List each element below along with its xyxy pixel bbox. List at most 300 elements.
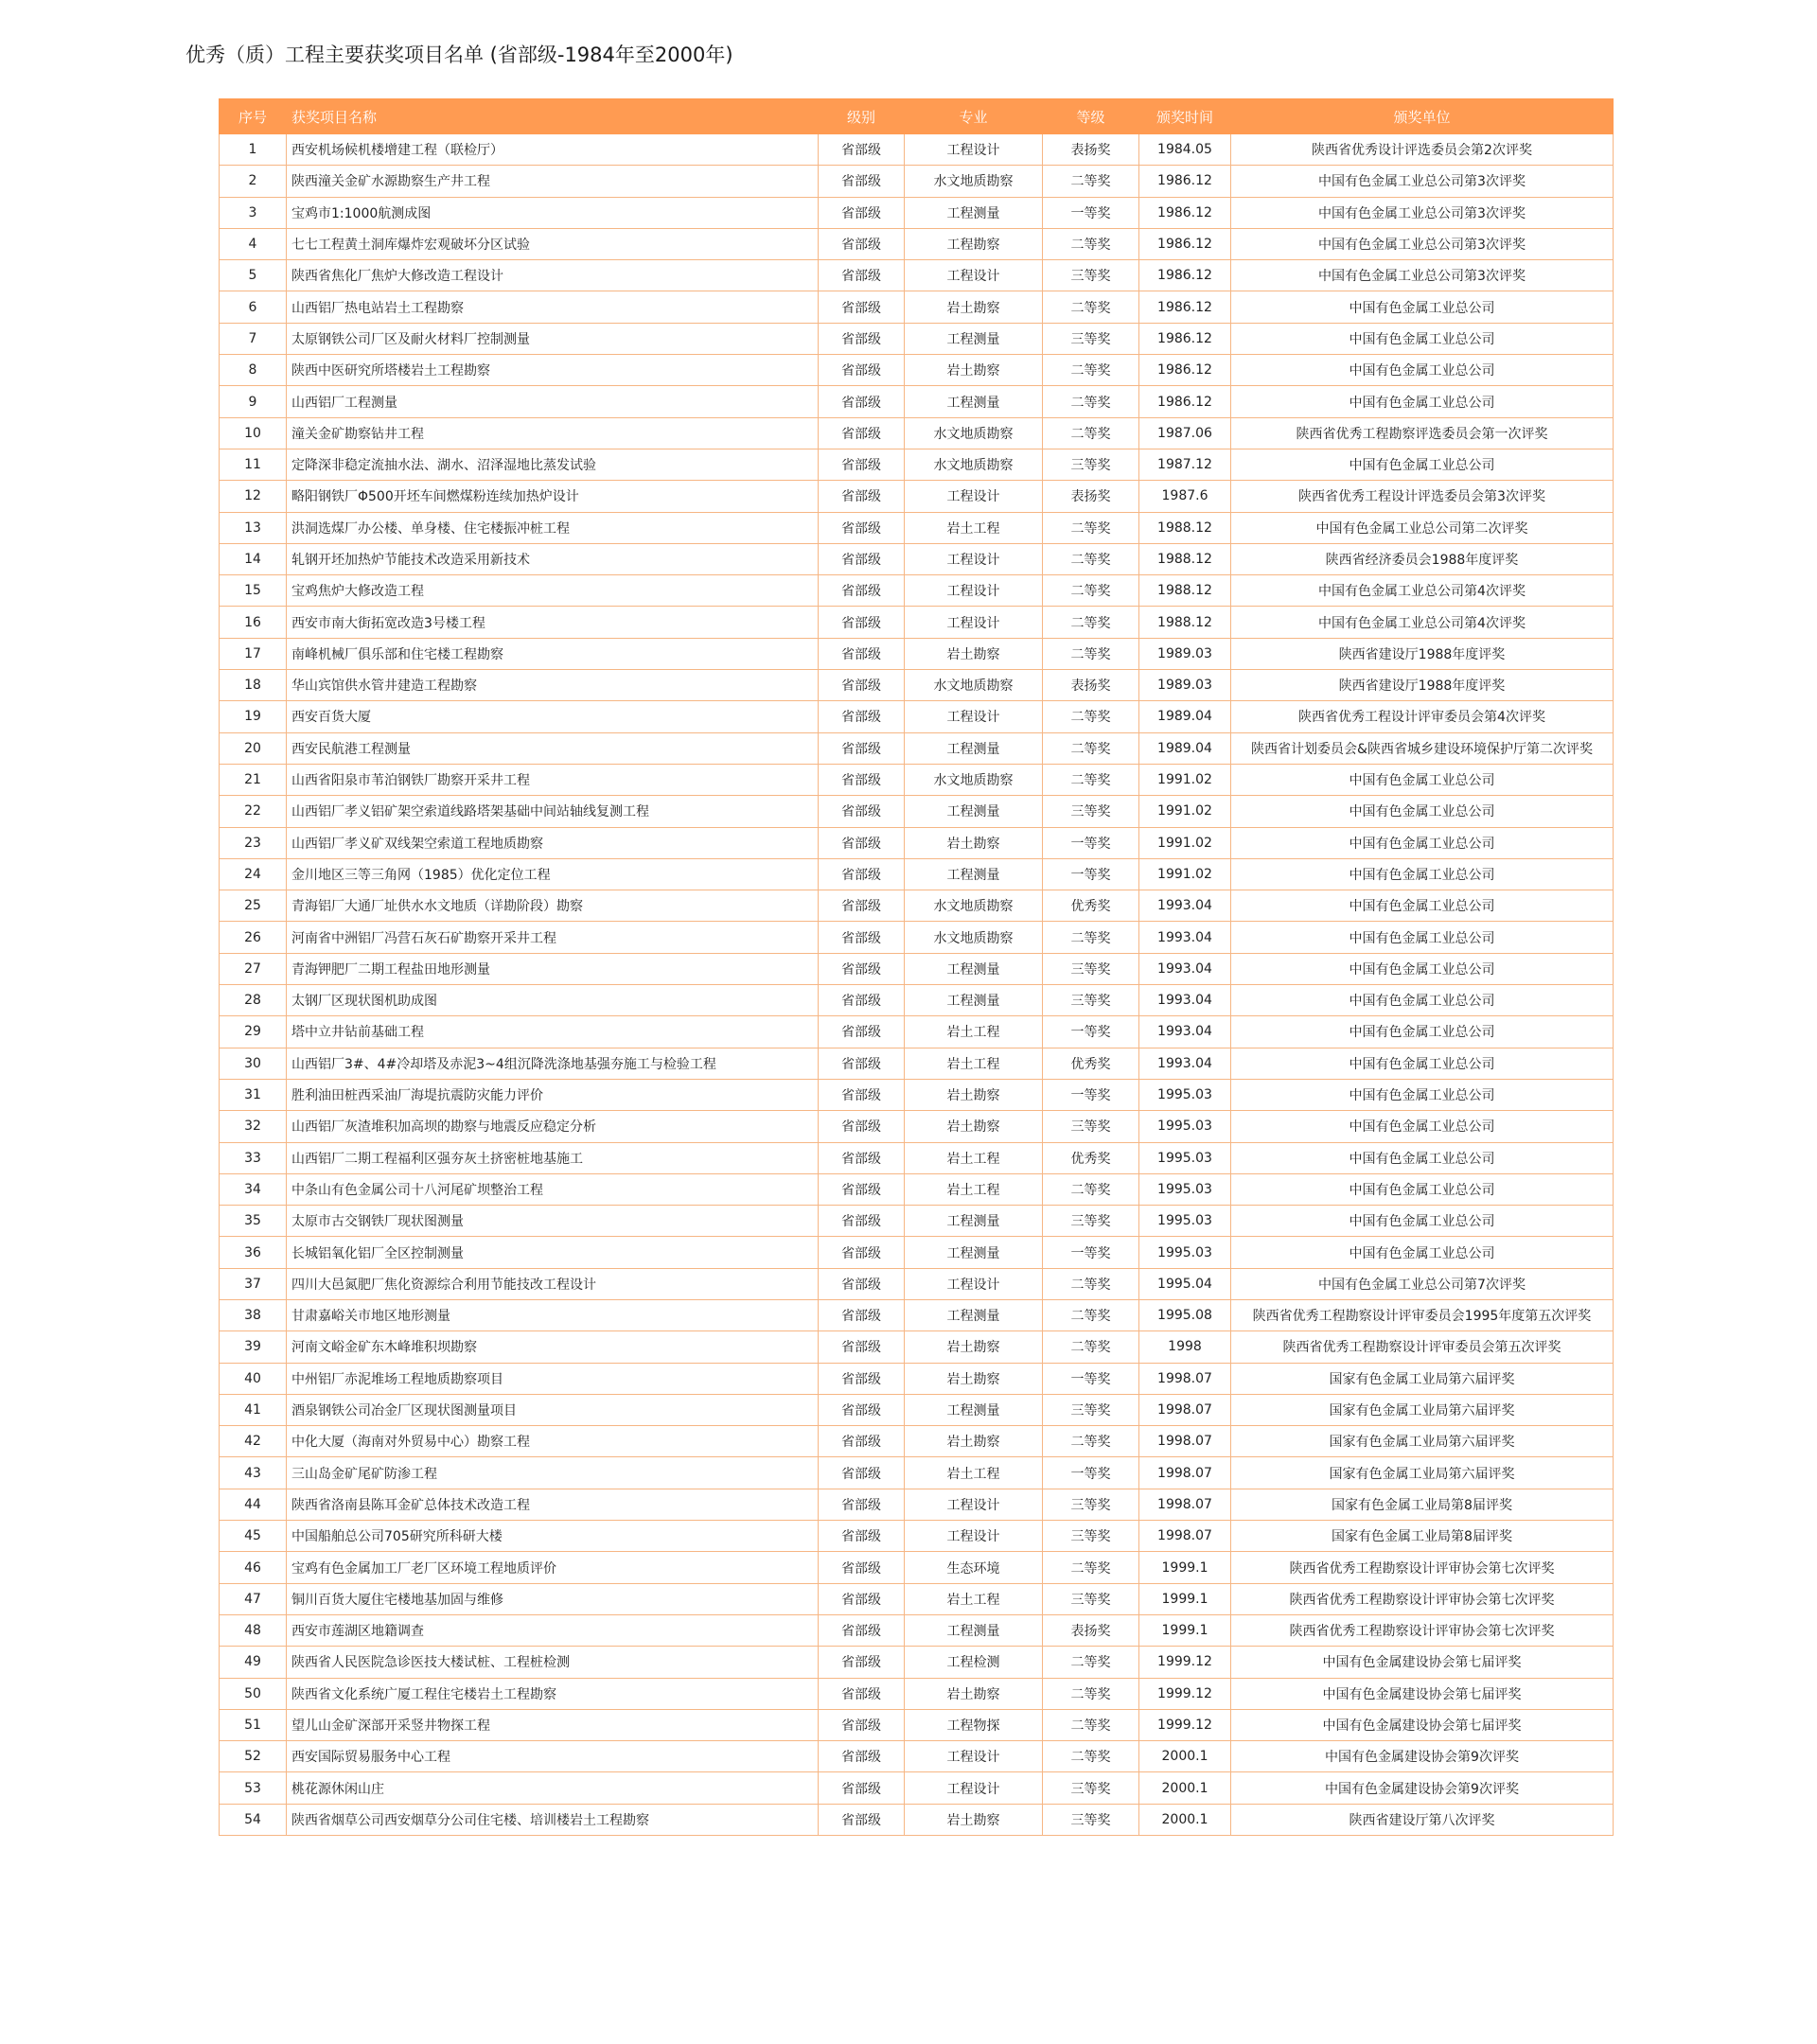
cell-level: 省部级 (819, 1552, 905, 1583)
cell-level: 省部级 (819, 260, 905, 291)
table-row (220, 1394, 1614, 1425)
cell-issuer: 陕西省建设厅1988年度评奖 (1231, 670, 1614, 701)
table-row (220, 1142, 1614, 1173)
cell-project-name: 金川地区三等三角网（1985）优化定位工程 (287, 858, 819, 890)
cell-issuer: 中国有色金属工业总公司 (1231, 796, 1614, 827)
column-header-index: 序号 (220, 99, 287, 134)
cell-award-date: 1993.04 (1139, 890, 1231, 922)
cell-index: 5 (220, 260, 287, 291)
cell-issuer: 国家有色金属工业局第8届评奖 (1231, 1521, 1614, 1552)
cell-index: 16 (220, 607, 287, 638)
cell-award-date: 2000.1 (1139, 1741, 1231, 1772)
table-row (220, 386, 1614, 417)
cell-specialty: 岩土勘察 (905, 291, 1043, 323)
cell-issuer: 中国有色金属工业总公司第3次评奖 (1231, 260, 1614, 291)
cell-grade: 一等奖 (1043, 1079, 1139, 1110)
cell-project-name: 陕西省烟草公司西安烟草分公司住宅楼、培训楼岩土工程勘察 (287, 1804, 819, 1835)
cell-specialty: 工程设计 (905, 1741, 1043, 1772)
table-row (220, 291, 1614, 323)
cell-level: 省部级 (819, 953, 905, 984)
cell-grade: 二等奖 (1043, 1331, 1139, 1363)
cell-index: 31 (220, 1079, 287, 1110)
cell-project-name: 宝鸡有色金属加工厂老厂区环境工程地质评价 (287, 1552, 819, 1583)
table-row (220, 1678, 1614, 1709)
page-title: 优秀（质）工程主要获奖项目名单 (省部级-1984年至2000年) (185, 44, 733, 66)
cell-index: 8 (220, 355, 287, 386)
cell-issuer: 陕西省经济委员会1988年度评奖 (1231, 543, 1614, 574)
table-row (220, 1016, 1614, 1048)
cell-issuer: 陕西省优秀设计评选委员会第2次评奖 (1231, 134, 1614, 166)
cell-specialty: 岩土勘察 (905, 1111, 1043, 1142)
cell-grade: 三等奖 (1043, 1772, 1139, 1804)
cell-grade: 二等奖 (1043, 512, 1139, 543)
cell-specialty: 岩土勘察 (905, 355, 1043, 386)
table-row (220, 1741, 1614, 1772)
cell-level: 省部级 (819, 575, 905, 607)
cell-grade: 三等奖 (1043, 323, 1139, 354)
cell-project-name: 西安市莲湖区地籍调查 (287, 1614, 819, 1646)
table-row (220, 890, 1614, 922)
cell-specialty: 工程测量 (905, 1394, 1043, 1425)
cell-level: 省部级 (819, 197, 905, 228)
cell-index: 54 (220, 1804, 287, 1835)
cell-issuer: 中国有色金属工业总公司 (1231, 449, 1614, 480)
cell-award-date: 1991.02 (1139, 764, 1231, 795)
cell-specialty: 岩土工程 (905, 1142, 1043, 1173)
table-row (220, 764, 1614, 795)
cell-index: 29 (220, 1016, 287, 1048)
cell-specialty: 工程设计 (905, 260, 1043, 291)
cell-index: 9 (220, 386, 287, 417)
cell-award-date: 1999.1 (1139, 1614, 1231, 1646)
cell-specialty: 工程测量 (905, 1206, 1043, 1237)
cell-specialty: 岩土工程 (905, 1173, 1043, 1205)
cell-award-date: 1995.04 (1139, 1268, 1231, 1299)
cell-issuer: 陕西省建设厅第八次评奖 (1231, 1804, 1614, 1835)
cell-level: 省部级 (819, 228, 905, 259)
column-header-grade: 等级 (1043, 99, 1139, 134)
cell-grade: 二等奖 (1043, 1268, 1139, 1299)
table-row (220, 1709, 1614, 1740)
cell-award-date: 1986.12 (1139, 166, 1231, 197)
cell-award-date: 1987.12 (1139, 449, 1231, 480)
cell-project-name: 中条山有色金属公司十八河尾矿坝整治工程 (287, 1173, 819, 1205)
table-row (220, 575, 1614, 607)
cell-specialty: 工程测量 (905, 953, 1043, 984)
cell-index: 28 (220, 985, 287, 1016)
cell-specialty: 水文地质勘察 (905, 449, 1043, 480)
cell-grade: 三等奖 (1043, 985, 1139, 1016)
cell-award-date: 1998.07 (1139, 1489, 1231, 1520)
cell-project-name: 西安民航港工程测量 (287, 732, 819, 764)
cell-level: 省部级 (819, 638, 905, 669)
cell-issuer: 中国有色金属工业总公司第7次评奖 (1231, 1268, 1614, 1299)
table-row (220, 355, 1614, 386)
cell-issuer: 陕西省优秀工程勘察设计评审协会第七次评奖 (1231, 1614, 1614, 1646)
cell-grade: 二等奖 (1043, 228, 1139, 259)
cell-index: 51 (220, 1709, 287, 1740)
cell-project-name: 甘肃嘉峪关市地区地形测量 (287, 1299, 819, 1330)
cell-award-date: 1998.07 (1139, 1457, 1231, 1489)
cell-specialty: 岩土工程 (905, 1457, 1043, 1489)
cell-specialty: 岩土勘察 (905, 1804, 1043, 1835)
table-row (220, 670, 1614, 701)
cell-grade: 一等奖 (1043, 197, 1139, 228)
cell-award-date: 1986.12 (1139, 197, 1231, 228)
cell-award-date: 1991.02 (1139, 796, 1231, 827)
cell-index: 11 (220, 449, 287, 480)
cell-grade: 一等奖 (1043, 1237, 1139, 1268)
cell-issuer: 国家有色金属工业局第六届评奖 (1231, 1426, 1614, 1457)
table-row (220, 1772, 1614, 1804)
cell-specialty: 工程设计 (905, 134, 1043, 166)
cell-award-date: 1987.06 (1139, 417, 1231, 449)
cell-award-date: 2000.1 (1139, 1772, 1231, 1804)
cell-specialty: 工程测量 (905, 1614, 1043, 1646)
cell-award-date: 1984.05 (1139, 134, 1231, 166)
cell-grade: 二等奖 (1043, 1709, 1139, 1740)
cell-level: 省部级 (819, 1772, 905, 1804)
cell-project-name: 河南省中洲铝厂冯营石灰石矿勘察开采井工程 (287, 922, 819, 953)
table-row (220, 1048, 1614, 1079)
cell-grade: 二等奖 (1043, 1299, 1139, 1330)
cell-project-name: 七七工程黄土洞库爆炸宏观破坏分区试验 (287, 228, 819, 259)
cell-index: 44 (220, 1489, 287, 1520)
cell-issuer: 中国有色金属工业总公司 (1231, 291, 1614, 323)
cell-award-date: 1986.12 (1139, 228, 1231, 259)
cell-project-name: 西安百货大厦 (287, 701, 819, 732)
cell-index: 30 (220, 1048, 287, 1079)
cell-grade: 三等奖 (1043, 1489, 1139, 1520)
cell-level: 省部级 (819, 1678, 905, 1709)
cell-grade: 二等奖 (1043, 1678, 1139, 1709)
cell-issuer: 中国有色金属工业总公司第4次评奖 (1231, 575, 1614, 607)
cell-grade: 一等奖 (1043, 1016, 1139, 1048)
cell-index: 2 (220, 166, 287, 197)
table-row (220, 732, 1614, 764)
cell-grade: 优秀奖 (1043, 890, 1139, 922)
cell-project-name: 山西铝厂热电站岩土工程勘察 (287, 291, 819, 323)
cell-specialty: 工程设计 (905, 701, 1043, 732)
cell-award-date: 1999.1 (1139, 1552, 1231, 1583)
cell-issuer: 中国有色金属工业总公司第3次评奖 (1231, 228, 1614, 259)
cell-level: 省部级 (819, 1457, 905, 1489)
cell-award-date: 1986.12 (1139, 386, 1231, 417)
cell-index: 43 (220, 1457, 287, 1489)
cell-issuer: 中国有色金属工业总公司 (1231, 1048, 1614, 1079)
cell-level: 省部级 (819, 890, 905, 922)
cell-issuer: 中国有色金属工业总公司 (1231, 1142, 1614, 1173)
cell-project-name: 三山岛金矿尾矿防渗工程 (287, 1457, 819, 1489)
cell-award-date: 1998.07 (1139, 1394, 1231, 1425)
cell-project-name: 胜利油田桩西采油厂海堤抗震防灾能力评价 (287, 1079, 819, 1110)
table-row (220, 197, 1614, 228)
cell-issuer: 中国有色金属工业总公司第3次评奖 (1231, 197, 1614, 228)
cell-index: 41 (220, 1394, 287, 1425)
cell-project-name: 太钢厂区现状图机助成图 (287, 985, 819, 1016)
table-row (220, 512, 1614, 543)
cell-project-name: 陕西中医研究所塔楼岩土工程勘察 (287, 355, 819, 386)
table-row (220, 260, 1614, 291)
cell-index: 26 (220, 922, 287, 953)
cell-specialty: 工程设计 (905, 1521, 1043, 1552)
cell-index: 13 (220, 512, 287, 543)
cell-award-date: 1991.02 (1139, 858, 1231, 890)
table-row (220, 953, 1614, 984)
cell-project-name: 陕西潼关金矿水源勘察生产井工程 (287, 166, 819, 197)
table-row (220, 1521, 1614, 1552)
table-row (220, 1173, 1614, 1205)
cell-award-date: 1995.03 (1139, 1237, 1231, 1268)
cell-award-date: 1987.6 (1139, 481, 1231, 512)
cell-index: 1 (220, 134, 287, 166)
cell-grade: 二等奖 (1043, 417, 1139, 449)
cell-project-name: 西安市南大街拓宽改造3号楼工程 (287, 607, 819, 638)
cell-level: 省部级 (819, 1614, 905, 1646)
cell-project-name: 洪洞选煤厂办公楼、单身楼、住宅楼振冲桩工程 (287, 512, 819, 543)
cell-issuer: 中国有色金属建设协会第七届评奖 (1231, 1709, 1614, 1740)
cell-project-name: 山西铝厂二期工程福利区强夯灰土挤密桩地基施工 (287, 1142, 819, 1173)
cell-index: 53 (220, 1772, 287, 1804)
cell-award-date: 1995.03 (1139, 1111, 1231, 1142)
cell-project-name: 中国船舶总公司705研究所科研大楼 (287, 1521, 819, 1552)
cell-specialty: 工程设计 (905, 481, 1043, 512)
cell-grade: 二等奖 (1043, 922, 1139, 953)
cell-project-name: 山西省阳泉市苇泊钢铁厂勘察开采井工程 (287, 764, 819, 795)
cell-award-date: 1999.12 (1139, 1709, 1231, 1740)
cell-issuer: 中国有色金属建设协会第9次评奖 (1231, 1741, 1614, 1772)
cell-specialty: 工程勘察 (905, 228, 1043, 259)
cell-specialty: 工程测量 (905, 323, 1043, 354)
cell-award-date: 1999.1 (1139, 1583, 1231, 1614)
cell-index: 19 (220, 701, 287, 732)
cell-index: 21 (220, 764, 287, 795)
cell-award-date: 1989.04 (1139, 732, 1231, 764)
cell-project-name: 四川大邑氮肥厂焦化资源综合利用节能技改工程设计 (287, 1268, 819, 1299)
cell-specialty: 工程测量 (905, 386, 1043, 417)
cell-issuer: 陕西省优秀工程勘察设计评审委员会第五次评奖 (1231, 1331, 1614, 1363)
cell-award-date: 1999.12 (1139, 1647, 1231, 1678)
cell-project-name: 太原钢铁公司厂区及耐火材料厂控制测量 (287, 323, 819, 354)
cell-specialty: 生态环境 (905, 1552, 1043, 1583)
cell-issuer: 中国有色金属工业总公司 (1231, 355, 1614, 386)
cell-award-date: 1995.03 (1139, 1142, 1231, 1173)
cell-grade: 二等奖 (1043, 764, 1139, 795)
cell-index: 18 (220, 670, 287, 701)
cell-index: 32 (220, 1111, 287, 1142)
cell-index: 12 (220, 481, 287, 512)
cell-issuer: 中国有色金属工业总公司 (1231, 764, 1614, 795)
column-header-level: 级别 (819, 99, 905, 134)
cell-grade: 二等奖 (1043, 1173, 1139, 1205)
cell-level: 省部级 (819, 985, 905, 1016)
column-header-issuer: 颁奖单位 (1231, 99, 1614, 134)
cell-specialty: 岩土勘察 (905, 1426, 1043, 1457)
cell-issuer: 中国有色金属工业总公司 (1231, 1111, 1614, 1142)
table-row (220, 1426, 1614, 1457)
cell-issuer: 中国有色金属工业总公司 (1231, 985, 1614, 1016)
cell-grade: 优秀奖 (1043, 1142, 1139, 1173)
cell-index: 23 (220, 827, 287, 858)
cell-grade: 一等奖 (1043, 858, 1139, 890)
cell-level: 省部级 (819, 1741, 905, 1772)
table-row (220, 1647, 1614, 1678)
cell-grade: 二等奖 (1043, 607, 1139, 638)
cell-project-name: 山西铝厂孝义矿双线架空索道工程地质勘察 (287, 827, 819, 858)
cell-issuer: 中国有色金属工业总公司 (1231, 890, 1614, 922)
cell-grade: 二等奖 (1043, 1426, 1139, 1457)
cell-issuer: 陕西省优秀工程设计评选委员会第3次评奖 (1231, 481, 1614, 512)
cell-grade: 二等奖 (1043, 1647, 1139, 1678)
cell-grade: 二等奖 (1043, 166, 1139, 197)
cell-level: 省部级 (819, 796, 905, 827)
cell-index: 42 (220, 1426, 287, 1457)
cell-issuer: 中国有色金属工业总公司 (1231, 1237, 1614, 1268)
cell-award-date: 1989.03 (1139, 670, 1231, 701)
cell-specialty: 水文地质勘察 (905, 670, 1043, 701)
cell-project-name: 华山宾馆供水管井建造工程勘察 (287, 670, 819, 701)
cell-grade: 三等奖 (1043, 1521, 1139, 1552)
cell-index: 52 (220, 1741, 287, 1772)
cell-award-date: 1986.12 (1139, 323, 1231, 354)
cell-specialty: 工程测量 (905, 985, 1043, 1016)
cell-project-name: 中化大厦（海南对外贸易中心）勘察工程 (287, 1426, 819, 1457)
cell-award-date: 1995.03 (1139, 1079, 1231, 1110)
cell-level: 省部级 (819, 386, 905, 417)
cell-grade: 二等奖 (1043, 732, 1139, 764)
cell-issuer: 陕西省优秀工程勘察设计评审委员会1995年度第五次评奖 (1231, 1299, 1614, 1330)
cell-specialty: 岩土工程 (905, 512, 1043, 543)
table-row (220, 1552, 1614, 1583)
cell-grade: 三等奖 (1043, 1394, 1139, 1425)
table-row (220, 228, 1614, 259)
cell-project-name: 潼关金矿勘察钻井工程 (287, 417, 819, 449)
cell-issuer: 陕西省优秀工程设计评审委员会第4次评奖 (1231, 701, 1614, 732)
table-row (220, 1331, 1614, 1363)
cell-level: 省部级 (819, 1142, 905, 1173)
cell-level: 省部级 (819, 670, 905, 701)
cell-award-date: 1988.12 (1139, 543, 1231, 574)
cell-project-name: 轧钢开坯加热炉节能技术改造采用新技术 (287, 543, 819, 574)
cell-specialty: 水文地质勘察 (905, 764, 1043, 795)
cell-award-date: 1988.12 (1139, 607, 1231, 638)
cell-level: 省部级 (819, 512, 905, 543)
cell-level: 省部级 (819, 1709, 905, 1740)
cell-index: 40 (220, 1363, 287, 1394)
cell-project-name: 定降深非稳定流抽水法、湖水、沼泽湿地比蒸发试验 (287, 449, 819, 480)
cell-specialty: 岩土勘察 (905, 638, 1043, 669)
table-row (220, 858, 1614, 890)
table-row (220, 166, 1614, 197)
cell-specialty: 岩土勘察 (905, 1678, 1043, 1709)
cell-level: 省部级 (819, 1111, 905, 1142)
cell-issuer: 国家有色金属工业局第六届评奖 (1231, 1457, 1614, 1489)
table-row (220, 1111, 1614, 1142)
table-row (220, 1583, 1614, 1614)
cell-grade: 三等奖 (1043, 1804, 1139, 1835)
cell-award-date: 1988.12 (1139, 512, 1231, 543)
cell-index: 50 (220, 1678, 287, 1709)
cell-award-date: 1986.12 (1139, 355, 1231, 386)
cell-specialty: 工程设计 (905, 1268, 1043, 1299)
cell-issuer: 陕西省建设厅1988年度评奖 (1231, 638, 1614, 669)
cell-specialty: 工程设计 (905, 1772, 1043, 1804)
cell-level: 省部级 (819, 417, 905, 449)
cell-specialty: 工程设计 (905, 607, 1043, 638)
cell-specialty: 工程测量 (905, 1237, 1043, 1268)
cell-index: 25 (220, 890, 287, 922)
cell-level: 省部级 (819, 607, 905, 638)
cell-grade: 三等奖 (1043, 1206, 1139, 1237)
cell-grade: 二等奖 (1043, 386, 1139, 417)
cell-level: 省部级 (819, 764, 905, 795)
cell-issuer: 国家有色金属工业局第六届评奖 (1231, 1394, 1614, 1425)
cell-project-name: 陕西省洛南县陈耳金矿总体技术改造工程 (287, 1489, 819, 1520)
cell-specialty: 岩土勘察 (905, 1079, 1043, 1110)
cell-issuer: 国家有色金属工业局第8届评奖 (1231, 1489, 1614, 1520)
cell-issuer: 中国有色金属工业总公司 (1231, 922, 1614, 953)
cell-grade: 表扬奖 (1043, 1614, 1139, 1646)
cell-grade: 优秀奖 (1043, 1048, 1139, 1079)
table-row (220, 1804, 1614, 1835)
cell-specialty: 岩土勘察 (905, 1331, 1043, 1363)
cell-grade: 三等奖 (1043, 260, 1139, 291)
cell-specialty: 工程测量 (905, 197, 1043, 228)
table-row (220, 1614, 1614, 1646)
cell-specialty: 水文地质勘察 (905, 922, 1043, 953)
cell-issuer: 中国有色金属建设协会第9次评奖 (1231, 1772, 1614, 1804)
cell-award-date: 1998.07 (1139, 1426, 1231, 1457)
cell-level: 省部级 (819, 1299, 905, 1330)
table-row (220, 417, 1614, 449)
column-header-project: 获奖项目名称 (287, 99, 819, 134)
cell-level: 省部级 (819, 1331, 905, 1363)
table-row (220, 449, 1614, 480)
cell-issuer: 中国有色金属工业总公司 (1231, 1079, 1614, 1110)
cell-project-name: 西安机场候机楼增建工程（联检厅） (287, 134, 819, 166)
table-row (220, 481, 1614, 512)
cell-level: 省部级 (819, 1016, 905, 1048)
cell-issuer: 中国有色金属工业总公司 (1231, 1206, 1614, 1237)
cell-index: 39 (220, 1331, 287, 1363)
cell-issuer: 陕西省计划委员会&陕西省城乡建设环境保护厅第二次评奖 (1231, 732, 1614, 764)
cell-issuer: 陕西省优秀工程勘察评选委员会第一次评奖 (1231, 417, 1614, 449)
cell-project-name: 中州铝厂赤泥堆场工程地质勘察项目 (287, 1363, 819, 1394)
table-row (220, 1206, 1614, 1237)
cell-index: 10 (220, 417, 287, 449)
cell-issuer: 陕西省优秀工程勘察设计评审协会第七次评奖 (1231, 1583, 1614, 1614)
cell-grade: 二等奖 (1043, 355, 1139, 386)
cell-award-date: 1998 (1139, 1331, 1231, 1363)
cell-project-name: 陕西省人民医院急诊医技大楼试桩、工程桩检测 (287, 1647, 819, 1678)
cell-grade: 二等奖 (1043, 638, 1139, 669)
cell-grade: 三等奖 (1043, 1111, 1139, 1142)
cell-level: 省部级 (819, 134, 905, 166)
cell-grade: 表扬奖 (1043, 670, 1139, 701)
cell-index: 38 (220, 1299, 287, 1330)
table-row (220, 1363, 1614, 1394)
cell-level: 省部级 (819, 291, 905, 323)
cell-level: 省部级 (819, 1426, 905, 1457)
cell-issuer: 中国有色金属工业总公司第3次评奖 (1231, 166, 1614, 197)
cell-project-name: 山西铝厂灰渣堆积加高坝的勘察与地震反应稳定分析 (287, 1111, 819, 1142)
cell-issuer: 中国有色金属工业总公司第二次评奖 (1231, 512, 1614, 543)
table-row (220, 1079, 1614, 1110)
cell-index: 6 (220, 291, 287, 323)
cell-issuer: 中国有色金属工业总公司 (1231, 1016, 1614, 1048)
cell-award-date: 1989.03 (1139, 638, 1231, 669)
cell-project-name: 宝鸡市1:1000航测成图 (287, 197, 819, 228)
